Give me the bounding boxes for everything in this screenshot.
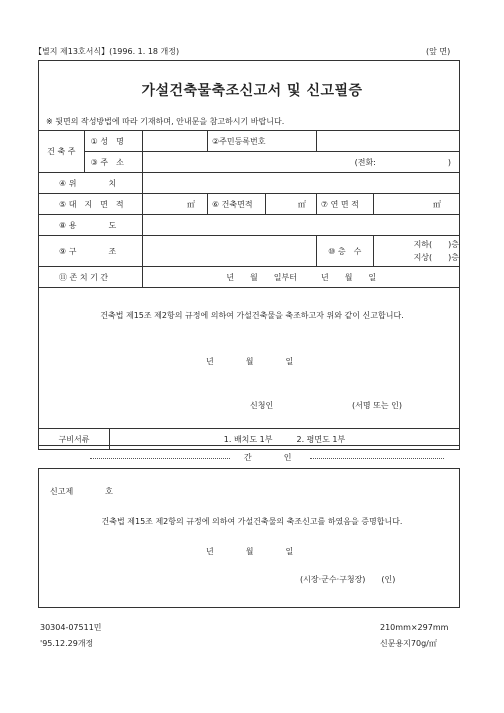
location-label: ④ 위 치 <box>39 173 143 194</box>
footer-paper: 신문용지70g/㎡ <box>380 639 437 648</box>
resident-no-field[interactable] <box>316 131 459 152</box>
location-field[interactable] <box>143 173 460 194</box>
above-ground-text: 지상( )층 <box>413 253 459 262</box>
cut-line-right <box>310 458 444 459</box>
documents-table <box>38 428 460 450</box>
resident-no-label: ②주민등록번호 <box>207 131 316 152</box>
notice-text: ※ 뒷면의 작성방법에 따라 기재하며, 안내문을 참고하시기 바랍니다. <box>46 117 285 126</box>
documents-label: 구비서류 <box>39 429 110 450</box>
building-area-unit: ㎡ <box>265 194 316 215</box>
structure-field[interactable] <box>143 236 316 267</box>
floors-label: ⑩ 층 수 <box>316 236 373 267</box>
cut-line-label: 간 인 <box>244 453 292 462</box>
footer-code: 30304-07511민 <box>40 623 102 632</box>
footer-date: '95.12.29개정 <box>40 639 94 648</box>
basement-text: 지하( )층 <box>413 240 459 249</box>
floor-area-label: ⑦ 연 면 적 <box>316 194 373 215</box>
declaration-text: 건축법 제15조 제2항의 규정에 의하여 가설건축물을 축조하고자 위와 같이 신고합니다. <box>100 311 404 320</box>
form-title: 가설건축물축조신고서 및 신고필증 <box>141 83 363 99</box>
floors-field[interactable] <box>373 236 459 267</box>
certificate-number: 신고제 호 <box>50 487 113 496</box>
site-area-label: ⑤ 대 지 면 적 <box>39 194 143 215</box>
application-table <box>38 130 460 288</box>
use-field[interactable] <box>143 215 460 236</box>
footer-size: 210mm×297mm <box>380 623 449 632</box>
form-number: 【별지 제13호서식】(1996. 1. 18 개정) <box>34 47 180 56</box>
signature-note: (서명 또는 인) <box>352 401 402 410</box>
phone-field[interactable]: (전화: ) <box>143 152 460 173</box>
applicant-label: 신청인 <box>250 401 274 410</box>
documents-list: 1. 배치도 1부 2. 평면도 1부 <box>110 429 460 450</box>
site-area-unit: ㎡ <box>143 194 207 215</box>
page-side-label: (앞 면) <box>426 47 451 56</box>
date-line: 년 월 일 <box>206 357 294 366</box>
cut-line-left <box>90 458 230 459</box>
certificate-date: 년 월 일 <box>206 547 294 556</box>
certificate-text: 건축법 제15조 제2항의 규정에 의하여 가설건축물의 축조신고를 하였음을 증명합니다. <box>101 517 403 526</box>
floor-area-unit: ㎡ <box>373 194 459 215</box>
name-label: ① 성 명 <box>84 131 143 152</box>
name-field[interactable] <box>143 131 207 152</box>
use-label: ⑧ 용 도 <box>39 215 143 236</box>
structure-label: ⑨ 구 조 <box>39 236 143 267</box>
certificate-issuer: (시장·군수·구청장) (인) <box>300 575 396 584</box>
builder-label: 건 축 주 <box>39 131 85 173</box>
period-label: ⑪ 존 치 기 간 <box>39 267 143 288</box>
building-area-label: ⑥ 건축면적 <box>207 194 265 215</box>
address-label: ③ 주 소 <box>84 152 143 173</box>
period-field[interactable]: 년 월 일부터 년 월 일 <box>143 267 460 288</box>
